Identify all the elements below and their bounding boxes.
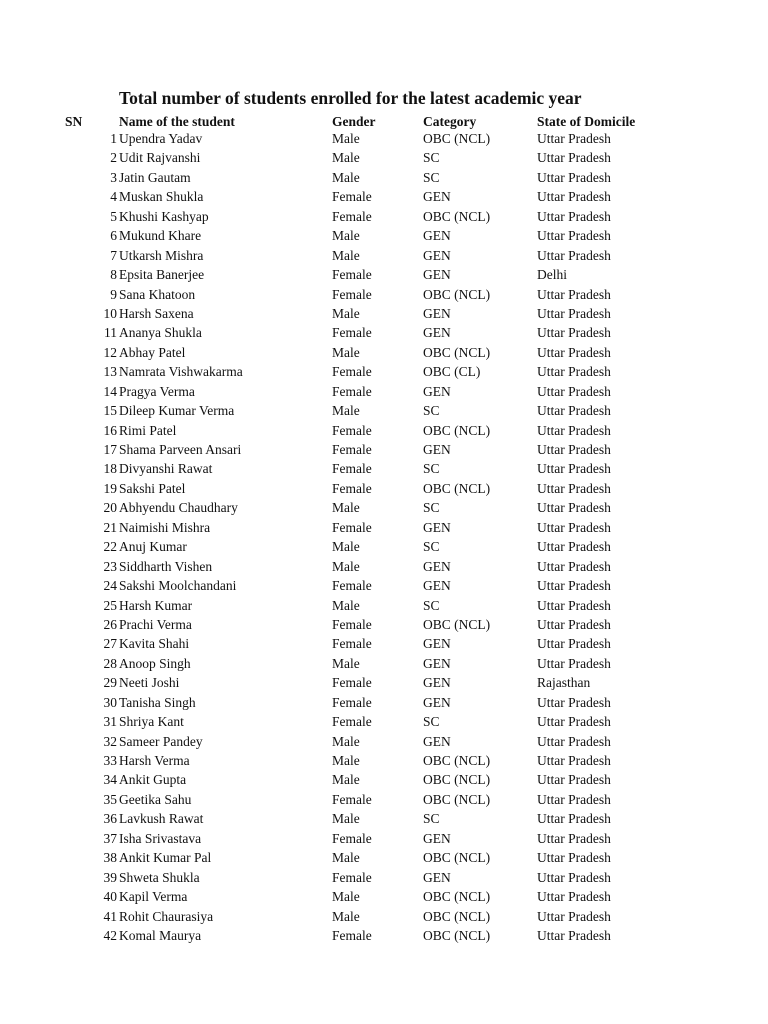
cell-category: GEN xyxy=(423,830,451,846)
cell-name: Divyanshi Rawat xyxy=(119,461,213,477)
cell-category: SC xyxy=(423,150,440,166)
cell-sn: 24 xyxy=(103,578,117,594)
header-name: Name of the student xyxy=(119,114,235,129)
cell-sn: 9 xyxy=(110,286,117,302)
cell-state: Uttar Pradesh xyxy=(537,325,611,341)
cell-name: Kavita Shahi xyxy=(119,636,190,652)
table-row xyxy=(0,227,768,246)
cell-name: Isha Srivastava xyxy=(119,830,202,846)
cell-sn: 40 xyxy=(103,889,117,905)
cell-gender: Female xyxy=(332,422,372,438)
cell-gender: Male xyxy=(332,539,360,555)
cell-state: Uttar Pradesh xyxy=(537,422,611,438)
cell-gender: Male xyxy=(332,169,360,185)
cell-gender: Male xyxy=(332,733,360,749)
cell-gender: Female xyxy=(332,208,372,224)
header-state: State of Domicile xyxy=(537,114,636,129)
table-row xyxy=(0,558,768,577)
cell-sn: 14 xyxy=(103,383,117,399)
table-row xyxy=(0,674,768,693)
cell-gender: Female xyxy=(332,519,372,535)
cell-gender: Male xyxy=(332,558,360,574)
table-row xyxy=(0,460,768,479)
cell-gender: Female xyxy=(332,616,372,632)
cell-sn: 35 xyxy=(103,791,117,807)
cell-gender: Female xyxy=(332,364,372,380)
table-row xyxy=(0,383,768,402)
cell-name: Jatin Gautam xyxy=(119,169,191,185)
cell-name: Ankit Kumar Pal xyxy=(119,850,212,866)
table-row xyxy=(0,908,768,927)
table-row xyxy=(0,597,768,616)
cell-sn: 8 xyxy=(110,267,117,283)
cell-category: SC xyxy=(423,811,440,827)
cell-gender: Female xyxy=(332,461,372,477)
cell-category: OBC (NCL) xyxy=(423,791,491,807)
cell-sn: 41 xyxy=(103,908,117,924)
cell-name: Utkarsh Mishra xyxy=(119,247,204,263)
cell-name: Naimishi Mishra xyxy=(119,519,211,535)
cell-category: GEN xyxy=(423,655,451,671)
cell-gender: Male xyxy=(332,908,360,924)
cell-gender: Female xyxy=(332,927,372,943)
cell-state: Uttar Pradesh xyxy=(537,830,611,846)
cell-gender: Male xyxy=(332,305,360,321)
table-row xyxy=(0,480,768,499)
cell-state: Uttar Pradesh xyxy=(537,480,611,496)
table-row xyxy=(0,810,768,829)
cell-sn: 23 xyxy=(103,558,117,574)
cell-name: Harsh Saxena xyxy=(119,305,194,321)
cell-sn: 12 xyxy=(103,344,117,360)
header-gender: Gender xyxy=(332,114,376,129)
table-row xyxy=(0,247,768,266)
cell-sn: 6 xyxy=(110,228,117,244)
table-row xyxy=(0,344,768,363)
cell-gender: Female xyxy=(332,325,372,341)
cell-state: Uttar Pradesh xyxy=(537,286,611,302)
cell-gender: Male xyxy=(332,344,360,360)
cell-sn: 3 xyxy=(110,169,117,185)
cell-state: Uttar Pradesh xyxy=(537,772,611,788)
cell-category: OBC (NCL) xyxy=(423,889,491,905)
cell-state: Uttar Pradesh xyxy=(537,519,611,535)
cell-category: OBC (NCL) xyxy=(423,908,491,924)
cell-sn: 17 xyxy=(103,442,117,457)
table-row xyxy=(0,286,768,305)
cell-sn: 28 xyxy=(103,655,117,671)
cell-sn: 21 xyxy=(103,519,117,535)
cell-sn: 16 xyxy=(103,422,117,438)
cell-name: Komal Maurya xyxy=(119,927,202,943)
cell-state: Uttar Pradesh xyxy=(537,344,611,360)
cell-sn: 2 xyxy=(110,150,117,166)
cell-state: Uttar Pradesh xyxy=(537,247,611,263)
cell-state: Uttar Pradesh xyxy=(537,753,611,768)
cell-category: GEN xyxy=(423,869,451,885)
cell-sn: 25 xyxy=(103,597,117,613)
cell-sn: 30 xyxy=(103,694,117,710)
cell-category: GEN xyxy=(423,267,451,283)
cell-state: Uttar Pradesh xyxy=(537,927,611,943)
cell-gender: Female xyxy=(332,286,372,302)
cell-gender: Male xyxy=(332,150,360,166)
cell-name: Sana Khatoon xyxy=(119,286,196,302)
cell-state: Uttar Pradesh xyxy=(537,383,611,399)
cell-state: Uttar Pradesh xyxy=(537,850,611,866)
cell-category: SC xyxy=(423,714,440,730)
cell-sn: 22 xyxy=(103,539,117,555)
table-row xyxy=(0,188,768,207)
header-category: Category xyxy=(423,114,477,129)
cell-category: OBC (NCL) xyxy=(423,927,491,943)
table-row xyxy=(0,635,768,654)
cell-gender: Male xyxy=(332,131,360,146)
table-row xyxy=(0,208,768,227)
table-row xyxy=(0,266,768,285)
cell-sn: 19 xyxy=(103,480,117,496)
cell-gender: Male xyxy=(332,500,360,516)
cell-name: Pragya Verma xyxy=(119,383,195,399)
page-title: Total number of students enrolled for the latest academic year xyxy=(119,88,582,108)
table-row xyxy=(0,130,768,149)
cell-name: Harsh Kumar xyxy=(119,597,193,613)
cell-name: Lavkush Rawat xyxy=(119,811,204,827)
table-row xyxy=(0,305,768,324)
cell-state: Uttar Pradesh xyxy=(537,364,611,380)
table-row xyxy=(0,849,768,868)
table-row xyxy=(0,422,768,441)
table-row xyxy=(0,694,768,713)
cell-name: Mukund Khare xyxy=(119,228,202,244)
cell-category: OBC (CL) xyxy=(423,364,481,380)
cell-state: Uttar Pradesh xyxy=(537,189,611,205)
cell-name: Ankit Gupta xyxy=(119,772,187,788)
cell-state: Uttar Pradesh xyxy=(537,694,611,710)
cell-gender: Male xyxy=(332,655,360,671)
cell-state: Uttar Pradesh xyxy=(537,131,611,146)
cell-state: Uttar Pradesh xyxy=(537,150,611,166)
cell-category: OBC (NCL) xyxy=(423,208,491,224)
cell-gender: Female xyxy=(332,383,372,399)
cell-category: GEN xyxy=(423,675,451,691)
cell-state: Uttar Pradesh xyxy=(537,869,611,885)
cell-gender: Male xyxy=(332,753,360,768)
cell-category: SC xyxy=(423,169,440,185)
cell-gender: Female xyxy=(332,675,372,691)
cell-name: Rohit Chaurasiya xyxy=(119,908,214,924)
cell-category: GEN xyxy=(423,694,451,710)
cell-name: Khushi Kashyap xyxy=(119,208,209,224)
cell-name: Sakshi Patel xyxy=(119,480,186,496)
table-row xyxy=(0,830,768,849)
table-row xyxy=(0,577,768,596)
table-row xyxy=(0,791,768,810)
cell-name: Ananya Shukla xyxy=(119,325,202,341)
cell-category: OBC (NCL) xyxy=(423,772,491,788)
cell-category: OBC (NCL) xyxy=(423,480,491,496)
table-row xyxy=(0,616,768,635)
cell-category: GEN xyxy=(423,305,451,321)
cell-sn: 27 xyxy=(103,636,117,652)
cell-gender: Female xyxy=(332,791,372,807)
cell-sn: 29 xyxy=(103,675,117,691)
cell-category: OBC (NCL) xyxy=(423,344,491,360)
table-row xyxy=(0,655,768,674)
cell-state: Uttar Pradesh xyxy=(537,461,611,477)
cell-state: Uttar Pradesh xyxy=(537,578,611,594)
cell-sn: 37 xyxy=(103,830,117,846)
cell-name: Abhay Patel xyxy=(119,344,186,360)
cell-sn: 26 xyxy=(103,616,117,632)
cell-gender: Female xyxy=(332,267,372,283)
cell-sn: 32 xyxy=(103,733,117,749)
cell-sn: 38 xyxy=(103,850,117,866)
cell-gender: Female xyxy=(332,480,372,496)
cell-state: Uttar Pradesh xyxy=(537,616,611,632)
cell-gender: Male xyxy=(332,850,360,866)
cell-category: GEN xyxy=(423,519,451,535)
cell-gender: Female xyxy=(332,714,372,730)
cell-name: Upendra Yadav xyxy=(119,131,203,146)
cell-sn: 18 xyxy=(103,461,117,477)
cell-category: OBC (NCL) xyxy=(423,616,491,632)
table-row xyxy=(0,713,768,732)
cell-name: Shama Parveen Ansari xyxy=(119,442,242,457)
cell-gender: Female xyxy=(332,869,372,885)
cell-gender: Male xyxy=(332,403,360,419)
cell-name: Neeti Joshi xyxy=(119,675,180,691)
cell-sn: 1 xyxy=(110,131,117,146)
cell-category: GEN xyxy=(423,578,451,594)
cell-name: Tanisha Singh xyxy=(119,694,196,710)
table-row xyxy=(0,363,768,382)
table-row xyxy=(0,752,768,771)
cell-state: Uttar Pradesh xyxy=(537,228,611,244)
cell-state: Uttar Pradesh xyxy=(537,889,611,905)
cell-sn: 39 xyxy=(103,869,117,885)
table-row xyxy=(0,538,768,557)
cell-sn: 33 xyxy=(103,753,117,768)
cell-name: Epsita Banerjee xyxy=(119,267,205,283)
cell-name: Dileep Kumar Verma xyxy=(119,403,235,419)
cell-sn: 4 xyxy=(110,189,117,205)
cell-state: Delhi xyxy=(537,267,567,283)
cell-name: Abhyendu Chaudhary xyxy=(119,500,238,516)
cell-gender: Male xyxy=(332,247,360,263)
cell-gender: Female xyxy=(332,442,372,457)
cell-sn: 13 xyxy=(103,364,117,380)
table-row xyxy=(0,927,768,946)
cell-name: Sakshi Moolchandani xyxy=(119,578,237,594)
cell-category: GEN xyxy=(423,383,451,399)
cell-gender: Male xyxy=(332,597,360,613)
cell-state: Uttar Pradesh xyxy=(537,908,611,924)
cell-name: Anuj Kumar xyxy=(119,539,187,555)
cell-state: Uttar Pradesh xyxy=(537,636,611,652)
cell-category: GEN xyxy=(423,228,451,244)
cell-name: Rimi Patel xyxy=(119,422,177,438)
cell-gender: Female xyxy=(332,578,372,594)
table-row xyxy=(0,499,768,518)
cell-gender: Male xyxy=(332,228,360,244)
cell-name: Siddharth Vishen xyxy=(119,558,213,574)
cell-sn: 34 xyxy=(103,772,117,788)
cell-category: GEN xyxy=(423,636,451,652)
table-row xyxy=(0,771,768,790)
cell-category: SC xyxy=(423,539,440,555)
table-row xyxy=(0,324,768,343)
cell-state: Uttar Pradesh xyxy=(537,811,611,827)
cell-sn: 20 xyxy=(103,500,117,516)
cell-gender: Female xyxy=(332,189,372,205)
cell-category: GEN xyxy=(423,325,451,341)
cell-state: Rajasthan xyxy=(537,675,591,691)
table-row xyxy=(0,519,768,538)
cell-state: Uttar Pradesh xyxy=(537,655,611,671)
student-table-body xyxy=(0,130,768,946)
cell-gender: Female xyxy=(332,636,372,652)
cell-category: SC xyxy=(423,597,440,613)
table-row xyxy=(0,402,768,421)
cell-state: Uttar Pradesh xyxy=(537,791,611,807)
cell-name: Shweta Shukla xyxy=(119,869,200,885)
cell-state: Uttar Pradesh xyxy=(537,500,611,516)
cell-category: GEN xyxy=(423,189,451,205)
cell-sn: 5 xyxy=(110,208,117,224)
cell-category: OBC (NCL) xyxy=(423,422,491,438)
cell-category: SC xyxy=(423,403,440,419)
cell-state: Uttar Pradesh xyxy=(537,208,611,224)
cell-category: OBC (NCL) xyxy=(423,131,491,146)
cell-category: SC xyxy=(423,500,440,516)
table-row xyxy=(0,869,768,888)
cell-name: Harsh Verma xyxy=(119,753,190,768)
cell-sn: 11 xyxy=(104,325,117,341)
table-row xyxy=(0,169,768,188)
cell-state: Uttar Pradesh xyxy=(537,305,611,321)
cell-category: OBC (NCL) xyxy=(423,286,491,302)
cell-state: Uttar Pradesh xyxy=(537,733,611,749)
cell-name: Udit Rajvanshi xyxy=(119,150,201,166)
cell-category: GEN xyxy=(423,733,451,749)
cell-state: Uttar Pradesh xyxy=(537,442,611,457)
cell-sn: 31 xyxy=(103,714,117,730)
cell-sn: 15 xyxy=(103,403,117,419)
cell-state: Uttar Pradesh xyxy=(537,539,611,555)
cell-category: GEN xyxy=(423,442,451,457)
cell-name: Sameer Pandey xyxy=(119,733,203,749)
cell-category: GEN xyxy=(423,247,451,263)
cell-name: Shriya Kant xyxy=(119,714,184,730)
table-row xyxy=(0,441,768,460)
cell-state: Uttar Pradesh xyxy=(537,597,611,613)
cell-category: OBC (NCL) xyxy=(423,850,491,866)
cell-name: Muskan Shukla xyxy=(119,189,204,205)
cell-state: Uttar Pradesh xyxy=(537,714,611,730)
table-row xyxy=(0,149,768,168)
cell-gender: Female xyxy=(332,830,372,846)
cell-sn: 7 xyxy=(110,247,117,263)
table-row xyxy=(0,733,768,752)
table-row xyxy=(0,888,768,907)
cell-name: Kapil Verma xyxy=(119,889,188,905)
header-sn: SN xyxy=(65,114,83,129)
cell-gender: Male xyxy=(332,889,360,905)
cell-category: SC xyxy=(423,461,440,477)
table-header xyxy=(0,112,768,131)
cell-state: Uttar Pradesh xyxy=(537,403,611,419)
cell-sn: 42 xyxy=(103,927,117,943)
cell-gender: Female xyxy=(332,694,372,710)
cell-state: Uttar Pradesh xyxy=(537,169,611,185)
cell-name: Geetika Sahu xyxy=(119,791,192,807)
cell-name: Anoop Singh xyxy=(119,655,191,671)
cell-sn: 10 xyxy=(103,305,117,321)
cell-state: Uttar Pradesh xyxy=(537,558,611,574)
cell-sn: 36 xyxy=(103,811,117,827)
cell-category: GEN xyxy=(423,558,451,574)
cell-name: Namrata Vishwakarma xyxy=(119,364,243,380)
cell-gender: Male xyxy=(332,772,360,788)
cell-category: OBC (NCL) xyxy=(423,753,491,768)
cell-name: Prachi Verma xyxy=(119,616,192,632)
cell-gender: Male xyxy=(332,811,360,827)
